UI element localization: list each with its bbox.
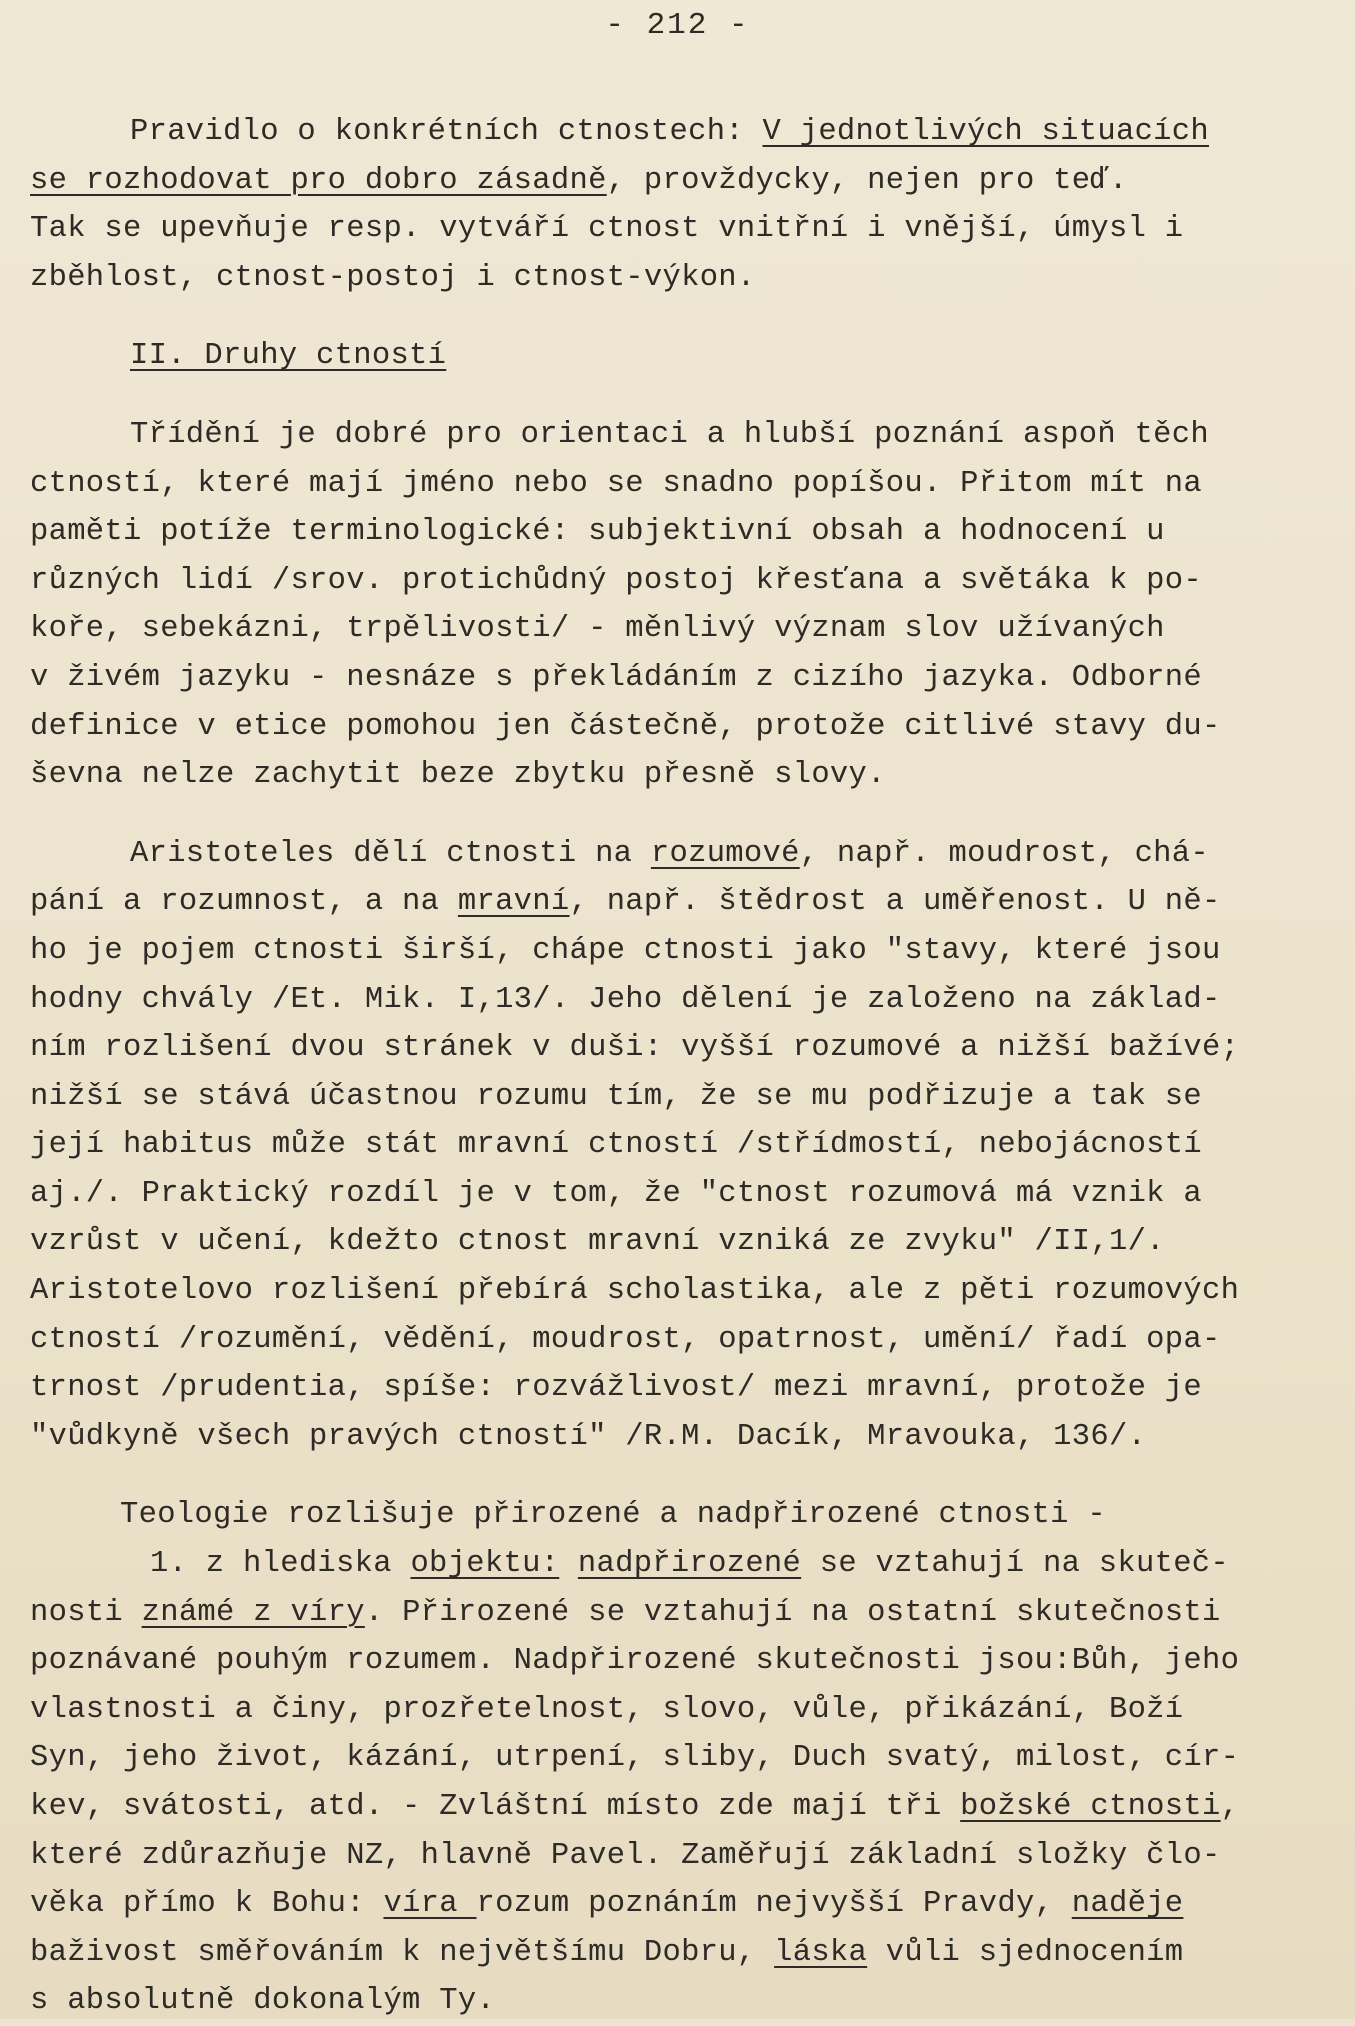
text-line: Teologie rozlišuje přirozené a nadpřirozené ctnosti - [120, 1498, 1106, 1533]
text-line: Tak se upevňuje resp. vytváří ctnost vnitřní i vnější, úmysl i [30, 212, 1184, 247]
underlined-word: naděje [1071, 1887, 1184, 1922]
text-line: koře, sebekázni, trpělivosti/ - měnlivý význam slov užívaných [30, 612, 1165, 647]
text-line: ním rozlišení dvou stránek v duši: vyšší rozumové a nižší bažívé; [30, 1031, 1240, 1066]
paragraph-theology [30, 1491, 1321, 2026]
text-line: Aristoteles dělí ctnosti na rozumové, např. moudrost, chá- [130, 836, 1209, 871]
text-line: s absolutně dokonalým Ty. [30, 1984, 496, 2019]
text-line: ševna nelze zachytit beze zbytku přesně slovy. [30, 758, 886, 793]
text-line: vzrůst v učení, kdežto ctnost mravní vzniká ze zvyku" /II,1/. [30, 1225, 1165, 1260]
text-line: kev, svátosti, atd. - Zvláštní místo zde mají tři božské ctnosti, [30, 1790, 1240, 1824]
text-line: hodny chvály /Et. Mik. I,13/. Jeho dělení je založeno na základ- [30, 982, 1221, 1017]
underlined-phrase: známé z víry [141, 1595, 365, 1630]
text-line: nižší se stává účastnou rozumu tím, že se mu podřizuje a tak se [30, 1079, 1202, 1114]
text-line: baživost směřováním k největšímu Dobru, láska vůli sjednocením [30, 1935, 1184, 1970]
text-line: věka přímo k Bohu: víra rozum poznáním nejvyšší Pravdy, naděje [30, 1887, 1184, 1922]
underlined-word: nadpřirozené [577, 1547, 802, 1582]
underlined-word: láska [774, 1935, 868, 1970]
text-line: se rozhodovat pro dobro zásadně, provždycky, nejen pro teď. [30, 163, 1128, 198]
text-line: ctností /rozumění, vědění, moudrost, opatrnost, umění/ řadí opa- [30, 1322, 1221, 1357]
text-line: Třídění je dobré pro orientaci a hlubší poznání aspoň těch [130, 417, 1209, 452]
text-line: nosti známé z víry. Přirozené se vztahují na ostatní skutečnosti [30, 1595, 1221, 1630]
underlined-phrase: se rozhodovat pro dobro zásadně [30, 163, 607, 198]
underlined-word: rozumové [650, 836, 800, 871]
text-line: její habitus může stát mravní ctností /střídmostí, nebojácností [30, 1128, 1202, 1163]
text-line: ho je pojem ctnosti širší, chápe ctnosti jako "stavy, které jsou [30, 933, 1221, 968]
paragraph-rule [30, 108, 1321, 157]
text-line: poznávané pouhým rozumem. Nadpřirozené skutečnosti jsou:Bůh, jeho [30, 1644, 1240, 1679]
text-line: v živém jazyku - nesnáze s překládáním z cizího jazyka. Odborné [30, 660, 1202, 695]
paragraph-rule-cont [30, 157, 1321, 303]
text-line: Syn, jeho život, kázání, utrpení, sliby, Duch svatý, milost, cír- [30, 1741, 1240, 1776]
text-line: aj./. Praktický rozdíl je v tom, že "ctnost rozumová má vznik a [30, 1176, 1202, 1211]
text-line: pání a rozumnost, a na mravní, např. štědrost a uměřenost. U ně- [30, 885, 1221, 920]
paragraph-aristotle [30, 830, 1321, 1462]
underlined-word: víra [383, 1887, 477, 1922]
text-line: trnost /prudentia, spíše: rozvážlivost/ mezi mravní, protože je [30, 1371, 1202, 1406]
section-heading: II. Druhy ctností [130, 339, 447, 374]
text-line: které zdůrazňuje NZ, hlavně Pavel. Zaměřují základní složky člo- [30, 1838, 1221, 1873]
text-line: 1. z hlediska objektu: nadpřirozené se vztahují na skuteč- [150, 1547, 1230, 1582]
underlined-phrase: božské ctnosti [960, 1790, 1221, 1824]
page-number: - 212 - [605, 8, 750, 43]
body-text [30, 108, 1321, 2026]
text-line: zběhlost, ctnost-postoj i ctnost-výkon. [30, 260, 756, 295]
underlined-word: mravní [457, 885, 570, 920]
text-line: Pravidlo o konkrétních ctnostech: V jednotlivých situacích [130, 115, 1209, 149]
underlined-phrase: V jednotlivých situacích [762, 115, 1209, 149]
underlined-word: objektu: [410, 1547, 560, 1582]
text-line: paměti potíže terminologické: subjektivní obsah a hodnocení u [30, 515, 1165, 550]
text-line: vlastnosti a činy, prozřetelnost, slovo, vůle, přikázání, Boží [30, 1692, 1184, 1727]
text-line: ctností, které mají jméno nebo se snadno popíšou. Přitom mít na [30, 466, 1202, 501]
text-line: různých lidí /srov. protichůdný postoj křesťana a světáka k po- [30, 563, 1202, 598]
text-line: Aristotelovo rozlišení přebírá scholastika, ale z pěti rozumových [30, 1274, 1240, 1309]
paragraph-classification [30, 411, 1321, 800]
text-line: definice v etice pomohou jen částečně, protože citlivé stavy du- [30, 709, 1221, 744]
text-line: "vůdkyně všech pravých ctností" /R.M. Dacík, Mravouka, 136/. [30, 1419, 1147, 1454]
